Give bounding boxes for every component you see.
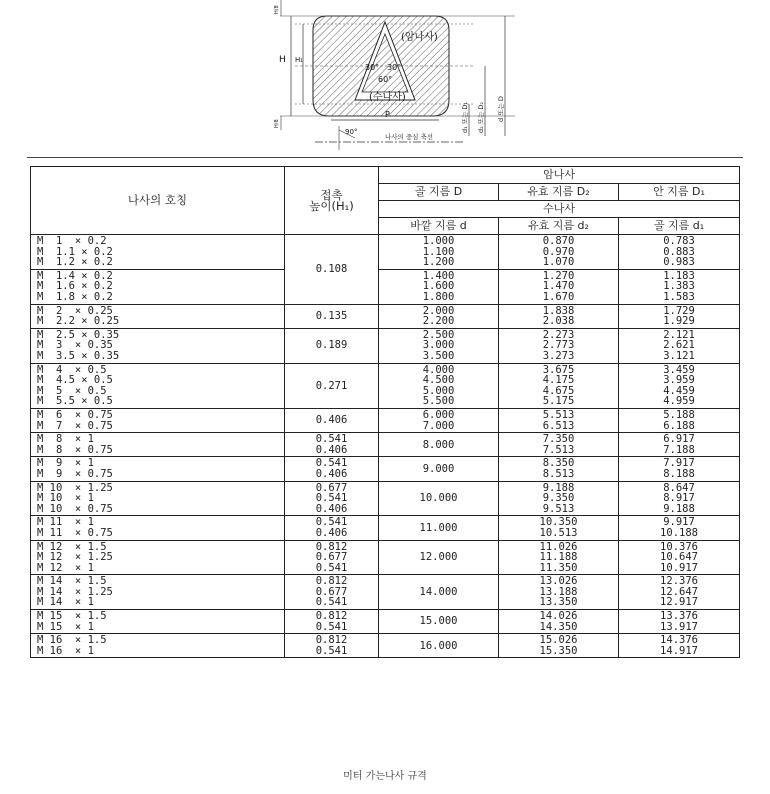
- table-row: [31, 304, 740, 328]
- cell-contact-height: 0.541 0.406: [285, 457, 379, 481]
- cell-pitch-diameter: 11.026 11.188 11.350: [499, 540, 619, 575]
- label-angle-30-right: 30°: [387, 63, 402, 72]
- cell-root-diameter: 13.376 13.917: [619, 610, 740, 634]
- cell-spec: M 11 × 1 M 11 × 0.75: [31, 516, 285, 540]
- table-row: [31, 610, 740, 634]
- cell-spec: M 2.5 × 0.35 M 3 × 0.35 M 3.5 × 0.35: [31, 328, 285, 363]
- cell-spec: M 2 × 0.25 M 2.2 × 0.25: [31, 304, 285, 328]
- table-row: [31, 269, 740, 304]
- cell-outer-diameter: 11.000: [379, 516, 499, 540]
- cell-contact-height: 0.189: [285, 328, 379, 363]
- cell-pitch-diameter: 5.513 6.513: [499, 408, 619, 432]
- cell-root-diameter: 7.917 8.188: [619, 457, 740, 481]
- cell-pitch-diameter: 0.870 0.970 1.070: [499, 235, 619, 270]
- cell-outer-diameter: 14.000: [379, 575, 499, 610]
- cell-outer-diameter: 9.000: [379, 457, 499, 481]
- table-row: [31, 328, 740, 363]
- cell-contact-height: 0.406: [285, 408, 379, 432]
- header-col-d: 바깥 지름 d: [379, 218, 499, 235]
- cell-outer-diameter: 4.000 4.500 5.000 5.500: [379, 363, 499, 408]
- cell-contact-height: 0.108: [285, 235, 379, 305]
- header-contact-height: 접촉 높이(H₁): [285, 167, 379, 235]
- table-row: [31, 457, 740, 481]
- cell-spec: M 1.4 × 0.2 M 1.6 × 0.2 M 1.8 × 0.2: [31, 269, 285, 304]
- cell-pitch-diameter: 7.350 7.513: [499, 433, 619, 457]
- label-axis: 나사의 중심 축선: [385, 133, 434, 141]
- table-body: [31, 235, 740, 658]
- cell-pitch-diameter: 14.026 14.350: [499, 610, 619, 634]
- cell-spec: M 8 × 1 M 8 × 0.75: [31, 433, 285, 457]
- table-row: [31, 235, 740, 270]
- cell-contact-height: 0.812 0.677 0.541: [285, 575, 379, 610]
- header-col-d2: 유효 지름 d₂: [499, 218, 619, 235]
- label-angle-90: 90°: [345, 128, 358, 136]
- label-female: (암나사): [401, 32, 438, 43]
- label-angle-30-left: 30°: [365, 63, 380, 72]
- cell-outer-diameter: 12.000: [379, 540, 499, 575]
- cell-pitch-diameter: 8.350 8.513: [499, 457, 619, 481]
- cell-root-diameter: 3.459 3.959 4.459 4.959: [619, 363, 740, 408]
- table-row: [31, 408, 740, 432]
- cell-contact-height: 0.541 0.406: [285, 516, 379, 540]
- header-col-D1: 안 지름 D₁: [619, 184, 740, 201]
- table-row: [31, 634, 740, 658]
- table-row: [31, 516, 740, 540]
- cell-root-diameter: 6.917 7.188: [619, 433, 740, 457]
- cell-pitch-diameter: 13.026 13.188 13.350: [499, 575, 619, 610]
- cell-spec: M 4 × 0.5 M 4.5 × 0.5 M 5 × 0.5 M 5.5 × 0.5: [31, 363, 285, 408]
- cell-root-diameter: 12.376 12.647 12.917: [619, 575, 740, 610]
- table-row: [31, 363, 740, 408]
- cell-root-diameter: 5.188 6.188: [619, 408, 740, 432]
- cell-root-diameter: 10.376 10.647 10.917: [619, 540, 740, 575]
- cell-outer-diameter: 1.400 1.600 1.800: [379, 269, 499, 304]
- cell-spec: M 1 × 0.2 M 1.1 × 0.2 M 1.2 × 0.2: [31, 235, 285, 270]
- cell-pitch-diameter: 1.270 1.470 1.670: [499, 269, 619, 304]
- cell-root-diameter: 14.376 14.917: [619, 634, 740, 658]
- cell-contact-height: 0.812 0.541: [285, 634, 379, 658]
- header-col-D: 골 지름 D: [379, 184, 499, 201]
- label-small-bottom: H/8: [274, 119, 280, 128]
- divider-line: [27, 157, 743, 158]
- cell-outer-diameter: 10.000: [379, 481, 499, 516]
- cell-contact-height: 0.541 0.406: [285, 433, 379, 457]
- cell-root-diameter: 8.647 8.917 9.188: [619, 481, 740, 516]
- cell-spec: M 10 × 1.25 M 10 × 1 M 10 × 0.75: [31, 481, 285, 516]
- label-angle-60: 60°: [378, 75, 393, 84]
- table-row: [31, 433, 740, 457]
- cell-spec: M 12 × 1.5 M 12 × 1.25 M 12 × 1: [31, 540, 285, 575]
- cell-root-diameter: 1.729 1.929: [619, 304, 740, 328]
- label-male: (수나사): [369, 92, 406, 103]
- cell-contact-height: 0.271: [285, 363, 379, 408]
- cell-spec: M 6 × 0.75 M 7 × 0.75: [31, 408, 285, 432]
- cell-root-diameter: 1.183 1.383 1.583: [619, 269, 740, 304]
- cell-pitch-diameter: 15.026 15.350: [499, 634, 619, 658]
- cell-outer-diameter: 15.000: [379, 610, 499, 634]
- cell-outer-diameter: 8.000: [379, 433, 499, 457]
- cell-contact-height: 0.677 0.541 0.406: [285, 481, 379, 516]
- cell-pitch-diameter: 9.188 9.350 9.513: [499, 481, 619, 516]
- cell-pitch-diameter: 2.273 2.773 3.273: [499, 328, 619, 363]
- cell-pitch-diameter: 3.675 4.175 4.675 5.175: [499, 363, 619, 408]
- cell-root-diameter: 2.121 2.621 3.121: [619, 328, 740, 363]
- thread-profile-diagram: [235, 0, 525, 150]
- cell-root-diameter: 0.783 0.883 0.983: [619, 235, 740, 270]
- table-row: [31, 575, 740, 610]
- cell-spec: M 9 × 1 M 9 × 0.75: [31, 457, 285, 481]
- header-col-d1: 골 지름 d₁: [619, 218, 740, 235]
- header-female: 암나사: [379, 167, 740, 184]
- cell-outer-diameter: 16.000: [379, 634, 499, 658]
- cell-contact-height: 0.135: [285, 304, 379, 328]
- cell-spec: M 15 × 1.5 M 15 × 1: [31, 610, 285, 634]
- cell-outer-diameter: 1.000 1.100 1.200: [379, 235, 499, 270]
- cell-contact-height: 0.812 0.677 0.541: [285, 540, 379, 575]
- header-col-D2: 유효 지름 D₂: [499, 184, 619, 201]
- table-row: [31, 540, 740, 575]
- label-dim-d1: d₁ 또는 D₁: [461, 101, 469, 133]
- cell-spec: M 14 × 1.5 M 14 × 1.25 M 14 × 1: [31, 575, 285, 610]
- cell-pitch-diameter: 1.838 2.038: [499, 304, 619, 328]
- label-H: H: [279, 55, 286, 65]
- label-H1: H₁: [295, 56, 304, 64]
- header-name: 나사의 호칭: [31, 167, 285, 235]
- cell-pitch-diameter: 10.350 10.513: [499, 516, 619, 540]
- label-pitch: P: [385, 110, 390, 119]
- cell-outer-diameter: 6.000 7.000: [379, 408, 499, 432]
- label-dim-d2: d₂ 또는 D₂: [477, 101, 485, 133]
- header-male: 수나사: [379, 201, 740, 218]
- table-row: [31, 481, 740, 516]
- cell-spec: M 16 × 1.5 M 16 × 1: [31, 634, 285, 658]
- cell-outer-diameter: 2.000 2.200: [379, 304, 499, 328]
- caption: 미터 가는나사 규격: [343, 771, 427, 782]
- cell-root-diameter: 9.917 10.188: [619, 516, 740, 540]
- thread-spec-table: [30, 166, 740, 658]
- cell-outer-diameter: 2.500 3.000 3.500: [379, 328, 499, 363]
- label-dim-d: d 또는 D: [497, 96, 505, 122]
- cell-contact-height: 0.812 0.541: [285, 610, 379, 634]
- label-small-top: H/8: [274, 5, 280, 14]
